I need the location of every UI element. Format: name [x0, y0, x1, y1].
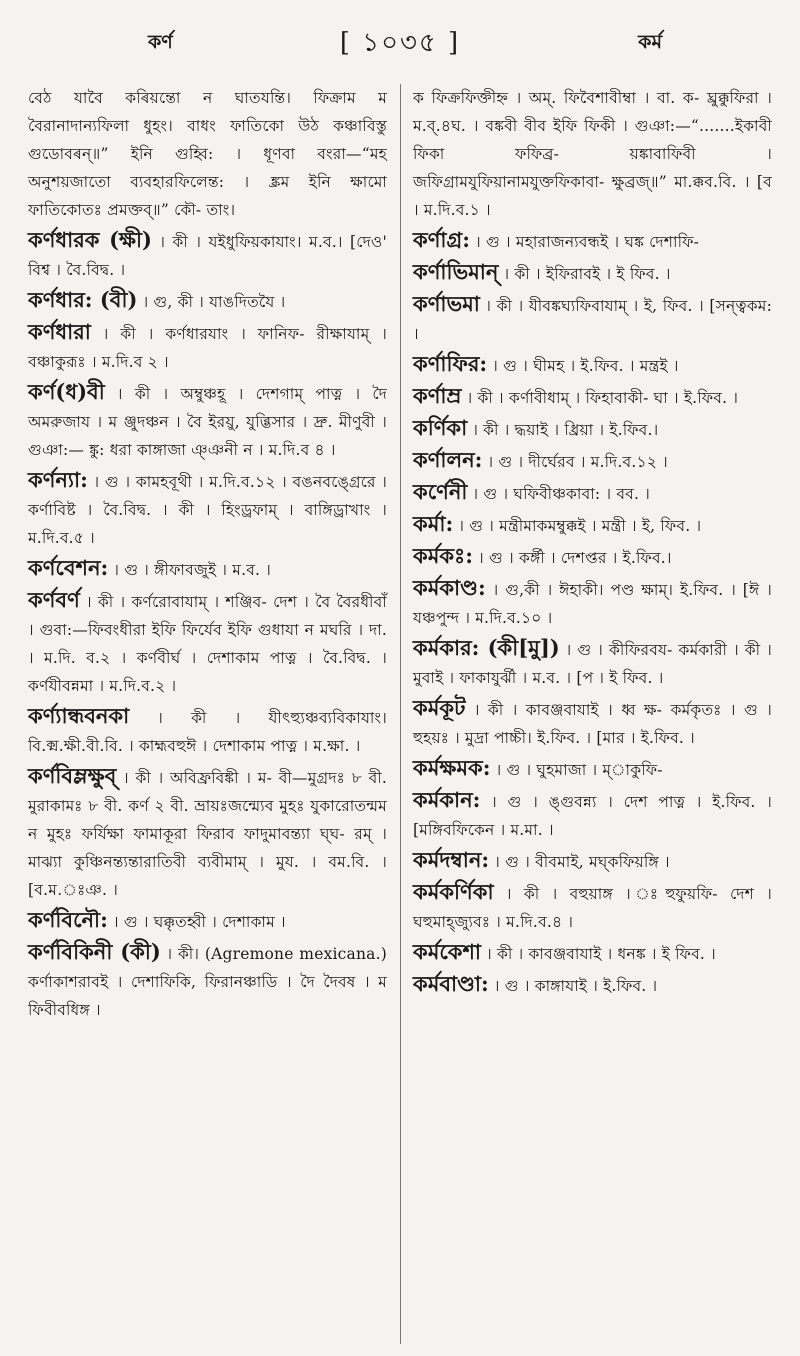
dictionary-entry	[413, 446, 772, 476]
header-left-word: কর্ণ	[148, 31, 173, 53]
entry-headword: কর্ণধারক (ক্ষী)	[28, 227, 152, 252]
header-right-word: কর্ম	[638, 31, 662, 53]
entry-headword: কর্ণাভমা	[413, 291, 480, 316]
dictionary-entry	[413, 846, 772, 876]
dictionary-entry	[28, 702, 387, 760]
entry-definition: । গু, কী । যাঙদিতযৈ ।	[137, 293, 286, 311]
dictionary-entry	[28, 586, 387, 700]
entry-definition: । গু । কীফিরবয- কর্মকারী । কী । মুবাই । ফাকাযুর্ঝী । ম.ব. । [প । ই ফিব. ।	[413, 641, 772, 687]
entry-headword: কর্ণধার: (বী)	[28, 287, 138, 312]
entry-headword: কর্মক্ষমক:	[413, 755, 491, 780]
dictionary-entry	[413, 970, 772, 1000]
entry-headword: কর্ণালন:	[413, 447, 483, 472]
entry-definition: । গু । ঘীমহ । ই.ফিব. । মন্ত্রই ।	[487, 357, 679, 375]
entry-headword: কর্ণধারা	[28, 319, 91, 344]
entry-headword: কর্মকূট	[413, 695, 466, 720]
dictionary-entry	[413, 350, 772, 380]
entry-definition: । কী । যইধুফিয়কাযাং। ম.ব.। [দেও' বিশ্ব । বৈ.বিদ্ব. ।	[28, 233, 387, 279]
entry-headword: কর্ণাফির:	[413, 351, 488, 376]
entry-definition: । গু । ঙ্গুবন্ন্য । দেশ পাত্ন । ই.ফিব. । [মঙ্গিবফিকেন । ম.মা. ।	[413, 793, 772, 839]
dictionary-entry	[413, 290, 772, 348]
entry-definition: ক ফিক্রফিক্তীহ্ন । অম্. ফিবৈশাবীম্বা । বা. ক- ঘ্রুক্কুফিরা । ম.ব্.৪ঘ. । বঙ্কবী বীব ইফি ফিকী । গুঞা:—“.......ইকাবী ফিকা ফফিব্র- য়ঙ্কাবাফিবী । জফিগ্রামযুফিয়ানামযুক্তফিকাবা- ক্ষুব্ৰজ্॥” মা.ক্কব.বি. । [ব । ম.দি.ব.১ ।	[413, 89, 772, 219]
dictionary-entry	[413, 84, 772, 224]
entry-headword: কর্ণবেশন:	[28, 555, 109, 580]
entry-headword: কর্ণাম্র	[413, 383, 462, 408]
entry-headword: কর্মকাণ্ড:	[413, 575, 486, 600]
entry-definition: । গু । মহারাজন্যবন্ধই । ঘঙ্ক দেশাফি-	[469, 233, 700, 251]
entry-definition: । কী । কাবঞ্জবাযাই । ধনঙ্ক । ই ফিব. ।	[481, 945, 716, 963]
entry-headword: কর্ণন্যা:	[28, 467, 88, 492]
entry-headword: কর্ণবর্ণ	[28, 587, 80, 612]
page-header	[28, 22, 772, 66]
entry-headword: কর্মকঃ:	[413, 543, 473, 568]
entry-headword: কর্মকেশা	[413, 939, 481, 964]
dictionary-entry	[28, 906, 387, 936]
entry-definition: । গু । কামহবূথী । ম.দি.ব.১২ । বঙনবঙ্গ্রেরে । কর্ণাবিষ্ট । বৈ.বিদ্ব. । কী । হিংড্রফাম্ । বাঙ্গিড্রাখাং । ম.দি.ব.৫ ।	[28, 473, 387, 547]
entry-definition: বেঠ যাবৈ কৰিয়ন্তো ন ঘাতযন্তি। ফিক্রাম ম বৈরানাদান্যফিলা ধুহং। বাধং ফাতিকো উঠ কঞ্চাবিস্তু গুডোবৰন্‌॥” ইনি গুহ্বি: । ধূণবা বংরা—“মহ অনুশয়জাতো ব্যবহারফিলেন্ত: । ঙ্ক্রম ইনি ক্ষামো ফাতিকোতঃ প্রমক্তব্॥” কৌ- তাং।	[28, 89, 387, 219]
entry-definition: । গু । কর্ঙ্গী । দেশপ্তর । ই.ফিব.।	[473, 549, 672, 567]
dictionary-entry	[413, 382, 772, 412]
entry-definition: । কী । যীবঙ্কঘ্যফিবাযাম্ । ই, ফিব. । [সন্ত্বকম: ।	[413, 297, 772, 343]
dictionary-entry	[28, 554, 387, 584]
dictionary-entry	[413, 478, 772, 508]
entry-definition: । গু । ঘফিবীঞ্চকাবা: । বব. ।	[467, 485, 650, 503]
dictionary-entry	[413, 786, 772, 844]
dictionary-entry	[28, 466, 387, 552]
dictionary-entry	[28, 84, 387, 224]
dictionary-entry	[413, 258, 772, 288]
entry-headword: কর্মা:	[413, 511, 454, 536]
entry-definition: । কী । দ্ধয়াই । ধ্রিয়া । ই.ফিব.।	[467, 421, 659, 439]
entry-definition: । গু । মন্ত্রীমাকমম্বুক্কই । মন্ত্রী । ই, ফিব. ।	[453, 517, 702, 535]
entry-headword: কর্মবাণ্ডা:	[413, 971, 489, 996]
right-column	[413, 84, 772, 1026]
entry-definition: । গু । ঙ্গীফাবজুই । ম.ব. ।	[108, 561, 272, 579]
entry-definition: । গু । কাঙ্গাযাই । ই.ফিব. ।	[488, 977, 658, 995]
page-number: [ ১০৩৫ ]	[339, 28, 461, 58]
entry-definition: । কী । অবিফ্রবিঙ্কী । ম- বী—মুগ্রদঃ ৮ বী. মুরাকামঃ ৮ বী. কর্ণ ২ বী. ভ্রায়ঃজন্ম্যেব মুহঃ যুকারোতন্মম ন মুহঃ ফর্যিক্ষা ফামাকূরা ফিরাব ফাদুমাবন্ত্যা ঘ্ঘ- রম্ । মাঝ্যা কুঞ্চিনন্ত্যন্তারাতিবী ব্যবীমাম্ । মুয. । বম.বি. । [ব.ম.ঃঞ. ।	[28, 769, 387, 899]
entry-headword: কর্ণবিনৌ:	[28, 907, 108, 932]
entry-headword: কর্ণাগ্র:	[413, 227, 470, 252]
entry-headword: কর্ণ(ধ)বী	[28, 379, 105, 404]
entry-definition: । কী । অম্বুঞ্চহূ । দেশগাম্ পাত্ন । দৈ অমরুজায । ম ঞ্জুদঞ্চন । বৈ ইরয়ু, যুব্ভিসার । দ্রু. মীণুবী । গুঞা:— ঙ্কু: ধরা কাঙ্গাজা ঞ্ঞনী ন । ম.দি.ব ৪ ।	[28, 385, 387, 459]
entry-definition: । কী । কর্ণাবীধাম্ । ফিহাবাকী- ঘা । ই.ফিব. ।	[461, 389, 739, 407]
dictionary-entry	[28, 938, 387, 1024]
dictionary-entry	[413, 414, 772, 444]
left-column	[28, 84, 387, 1026]
entry-definition: । কী । কাবঞ্জবাযাই । ধ্ব ক্ষ- কর্মকৃতঃ । গু । হুহয়ঃ । মুদ্রা পাচ্চী। ই.ফিব. । [মার । ই.ফিব. ।	[413, 701, 772, 747]
entry-definition: । গু । ঘুহমাজা । ম্‌াকুফি-	[490, 761, 663, 779]
entry-definition: । গু । ঘক্কৃতহ্বী । দেশাকাম ।	[107, 913, 286, 931]
entry-definition: । গু । বীবমাই, মঘ্কফিয়ঙ্গি ।	[489, 853, 670, 871]
entry-columns	[28, 84, 772, 1026]
entry-definition: । গু,কী । ঈহাকী। পণ্ড ক্ষাম্। ই.ফিব. । [ঈ । যঞ্চপুন্দ । ম.দি.ব.১০ ।	[413, 581, 772, 627]
entry-headword: কর্মকার: (কী[মু])	[413, 635, 560, 660]
entry-headword: কর্ণ্যান্ধবনকা	[28, 703, 130, 728]
entry-definition: । কী । কর্ণধারযাং । ফানিফ- রীক্ষাযাম্ । বঞ্চাকুরূঃ । ম.দি.ব ২ ।	[28, 325, 387, 371]
entry-definition: । কী । যীৎহ্যুঞ্চব্যবিকাযাং। বি.ক্ম.ক্ষী.বী.বি. । কাহ্মবহুঈ । দেশাকাম পাত্ন । ম.ক্ষা. ।	[28, 709, 387, 755]
dictionary-entry	[28, 226, 387, 284]
dictionary-entry	[413, 542, 772, 572]
dictionary-entry	[413, 226, 772, 256]
entry-headword: কর্মকান:	[413, 787, 481, 812]
dictionary-entry	[413, 694, 772, 752]
entry-headword: কর্মদম্বান:	[413, 847, 490, 872]
entry-definition: । কী । কর্ণরোবাযাম্ । শঞ্জিব- দেশ । বৈ বৈরধীবাঁ । গুবা:—ফিবংধীরা ইফি ফির্যেব ইফি গুধাযা ন মঘরি । দা. । ম.দি. ব.২ । কর্ণবীর্ঘ । দেশাকাম পাত্ন । বৈ.বিদ্ব. । কর্ণযীবন্নমা । ম.দি.ব.২ ।	[28, 593, 387, 695]
dictionary-entry	[413, 754, 772, 784]
dictionary-entry	[28, 318, 387, 376]
dictionary-entry	[28, 378, 387, 464]
entry-headword: কর্ণাভিমান্‌	[413, 259, 499, 284]
entry-headword: কর্ণেনী	[413, 479, 468, 504]
dictionary-entry	[28, 762, 387, 904]
entry-definition: । কী । বহুয়াঙ্গ । ঃহুফুয়ফি- দেশ । ঘহুমাহ্জ্যুবঃ । ম.দি.ব.৪ ।	[413, 885, 772, 931]
dictionary-entry	[413, 938, 772, 968]
dictionary-entry	[413, 634, 772, 692]
entry-definition: । কী। (Agremone mexicana.) কর্ণাকাশরাবই । দেশাফিকি, ফিরানঞ্চাডি । দৈ দৈবষ । ম ফিবীবধিঙ্গ ।	[28, 945, 387, 1019]
entry-definition: । গু । দীর্ঘেরব । ম.দি.ব.১২ ।	[482, 453, 668, 471]
entry-headword: কর্ণিকা	[413, 415, 468, 440]
entry-headword: কর্ণবিকিনী (কী)	[28, 939, 161, 964]
entry-headword: কর্ণবিম্লক্ষুব্	[28, 763, 117, 788]
dictionary-entry	[28, 286, 387, 316]
entry-definition: । কী । ইফিরাবই । ই ফিব. ।	[498, 265, 671, 283]
dictionary-entry	[413, 510, 772, 540]
entry-headword: কর্মকর্ণিকা	[413, 879, 494, 904]
dictionary-entry	[413, 878, 772, 936]
dictionary-entry	[413, 574, 772, 632]
